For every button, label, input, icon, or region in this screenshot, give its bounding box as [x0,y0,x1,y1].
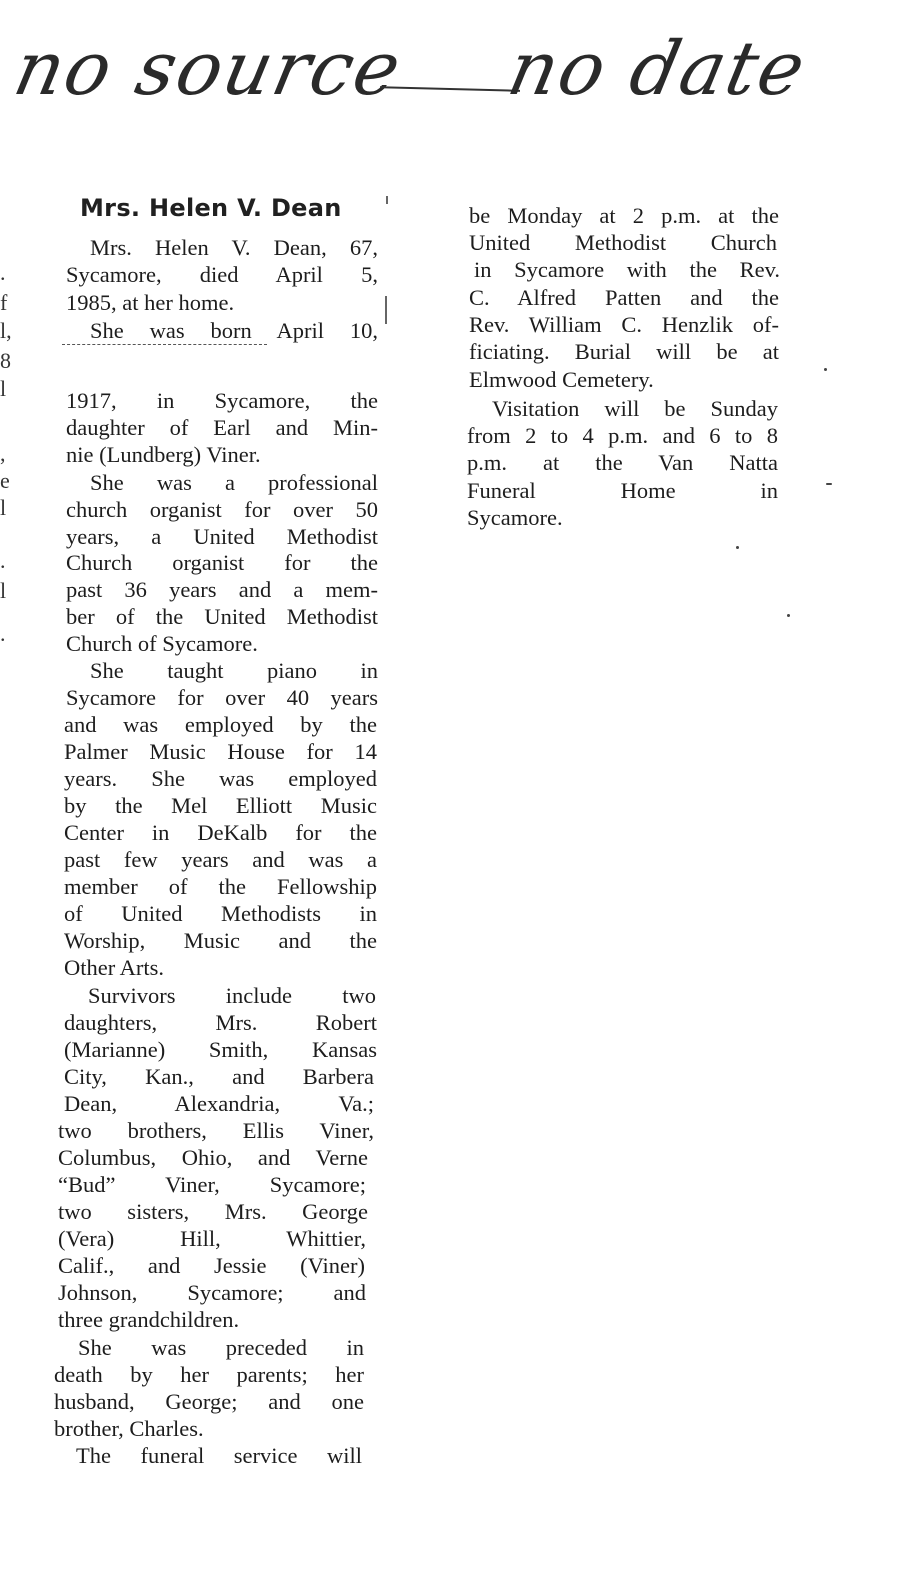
article-line: Survivors include two [88,983,376,1008]
article-line: She taught piano in [90,658,378,683]
article-line: Church organist for the [66,550,378,575]
column-rule-mark [385,296,387,324]
article-line: Other Arts. [64,955,164,980]
article-line: p.m. at the Van Natta [467,450,778,475]
edge-fragment: l [0,578,7,603]
article-line: past 36 years and a mem- [66,577,378,602]
article-line: Calif., and Jessie (Viner) [58,1253,365,1278]
article-line: two brothers, Ellis Viner, [58,1118,374,1143]
scan-speck [826,483,832,485]
article-line: in Sycamore with the Rev. [474,257,780,282]
article-line: ber of the United Methodist [66,604,378,629]
article-line: Sycamore for over 40 years [66,685,378,710]
article-line: daughter of Earl and Min- [66,415,378,440]
edge-fragment: f [0,290,8,315]
article-line: years, a United Methodist [66,524,378,549]
edge-fragment: . [0,621,6,646]
article-headline: Mrs. Helen V. Dean [80,194,342,222]
article-line: City, Kan., and Barbera [64,1064,374,1089]
article-line: husband, George; and one [54,1389,364,1414]
article-line: be Monday at 2 p.m. at the [469,203,779,228]
article-line: “Bud” Viner, Sycamore; [58,1172,366,1197]
article-line: of United Methodists in [64,901,377,926]
article-line: Johnson, Sycamore; and [58,1280,366,1305]
handwritten-underline [380,86,520,92]
edge-fragment: l, [0,318,12,343]
article-line: and was employed by the [64,712,377,737]
edge-fragment: l [0,495,7,520]
article-line: Center in DeKalb for the [64,820,377,845]
handwritten-note-source: no source [6,26,410,112]
article-line: past few years and was a [64,847,377,872]
article-line: She was preceded in [78,1335,364,1360]
article-line: nie (Lundberg) Viner. [66,442,261,467]
article-line: Sycamore, died April 5, [66,262,378,287]
edge-fragment: . [0,548,6,573]
edge-fragment: , [0,441,6,466]
article-line: Visitation will be Sunday [492,396,778,421]
edge-fragment: e [0,468,10,493]
article-line: death by her parents; her [54,1362,364,1387]
article-line: Rev. William C. Henzlik of- [469,312,779,337]
article-line: ficiating. Burial will be at [469,339,779,364]
article-line: Worship, Music and the [64,928,377,953]
article-line: 1917, in Sycamore, the [66,388,378,413]
article-line: daughters, Mrs. Robert [64,1010,377,1035]
article-line: church organist for over 50 [66,497,378,522]
article-line: (Vera) Hill, Whittier, [58,1226,366,1251]
article-line: brother, Charles. [54,1416,204,1441]
article-line: Palmer Music House for 14 [64,739,377,764]
scan-speck [736,546,739,549]
edge-fragment: l [0,376,7,401]
article-line: Sycamore. [467,505,563,530]
article-line: Funeral Home in [467,478,778,503]
handwritten-note-date: no date [500,26,815,112]
article-line: Elmwood Cemetery. [469,367,654,392]
article-line: Columbus, Ohio, and Verne [58,1145,368,1170]
article-line: Mrs. Helen V. Dean, 67, [90,235,378,260]
scan-speck [824,368,827,371]
article-line: United Methodist Church [469,230,777,255]
article-line: She was born April 10, [90,318,378,343]
article-line: three grandchildren. [58,1307,240,1332]
article-line: Dean, Alexandria, Va.; [64,1091,374,1116]
article-line: member of the Fellowship [64,874,377,899]
article-line: from 2 to 4 p.m. and 6 to 8 [467,423,778,448]
article-line: Church of Sycamore. [66,631,258,656]
edge-fragment: . [0,260,6,285]
article-line: (Marianne) Smith, Kansas [64,1037,377,1062]
scan-speck [787,614,790,617]
article-line: two sisters, Mrs. George [58,1199,368,1224]
article-line: She was a professional [90,470,378,495]
column-rule-mark [386,196,388,204]
article-line: years. She was employed [64,766,377,791]
edge-fragment: 8 [0,348,11,373]
article-line: The funeral service will [76,1443,362,1468]
article-line: C. Alfred Patten and the [469,285,779,310]
article-line: 1985, at her home. [66,290,235,315]
dashed-rule [62,344,267,345]
article-line: by the Mel Elliott Music [64,793,377,818]
